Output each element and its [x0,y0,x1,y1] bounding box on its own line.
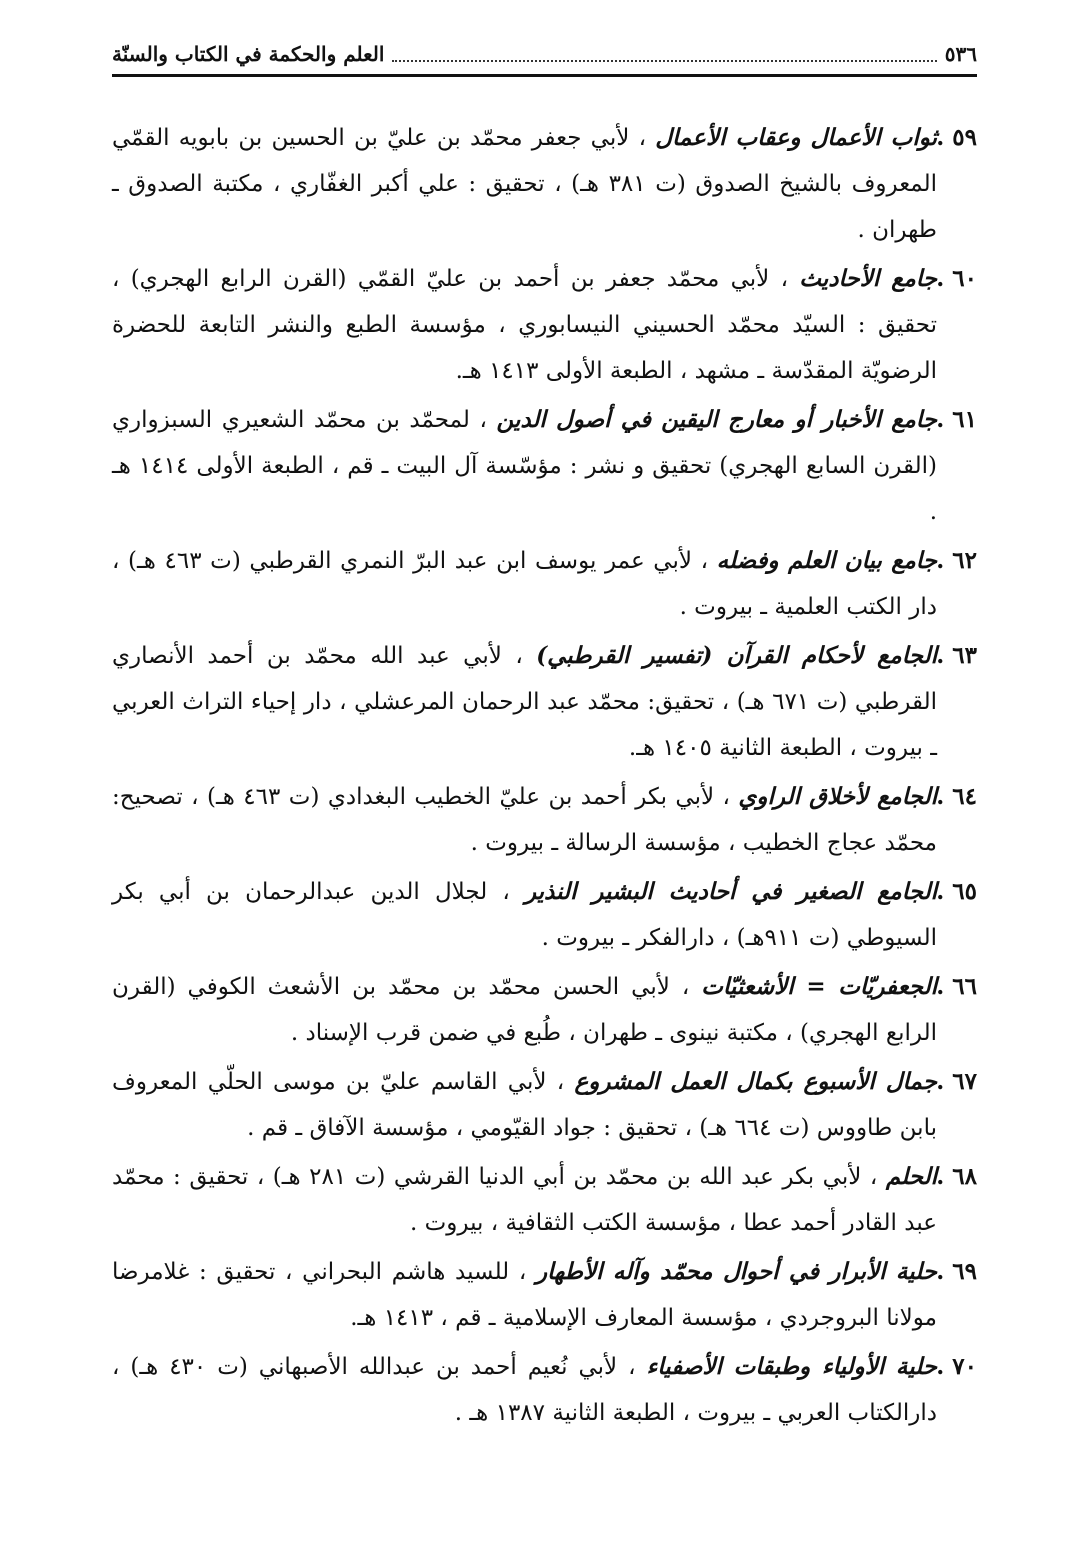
entry-description: ، لأبي بكر أحمد بن عليّ الخطيب البغدادي (ت ٤٦٣ هـ) ، تصحيح: محمّد عجاج الخطيب ، مؤسسة الرسالة ـ بيروت . [112,784,937,856]
entry-title: جامع الأحاديث [799,265,937,292]
entry-title: الجامع الصغير في أحاديث البشير النذير [524,878,937,905]
entry-title: ثواب الأعمال وعقاب الأعمال [655,124,938,151]
entry-description: ، لأبي الحسن محمّد بن محمّد بن الأشعث الكوفي (القرن الرابع الهجري) ، مكتبة نينوى ـ طهران ، طُبع في ضمن قرب الإسناد . [112,974,937,1046]
bibliography-entry-65 [112,869,977,961]
entry-title: حلية الأبرار في أحوال محمّد وآله الأطهار [535,1258,937,1285]
entry-number: ٦٥ . [936,878,977,905]
entry-description: ، لأبي عمر يوسف ابن عبد البرّ النمري القرطبي (ت ٤٦٣ هـ) ، دار الكتب العلمية ـ بيروت . [112,548,937,620]
bibliography-entry-70 [112,1344,977,1436]
bibliography-entry-68 [112,1154,977,1246]
entry-description: ، للسيد هاشم البحراني ، تحقيق : غلامرضا مولانا البروجردي ، مؤسسة المعارف الإسلامية ـ قم ، ١٤١٣ هـ. [112,1259,937,1331]
entry-number: ٦١ . [936,406,977,433]
bibliography-entry-64 [112,774,977,866]
entry-description: ، لأبي محمّد جعفر بن أحمد بن عليّ القمّي (القرن الرابع الهجري) ، تحقيق : السيّد محمّد الحسيني النيسابوري ، مؤسسة الطبع والنشر التابعة للحضرة الرضويّة المقدّسة ـ مشهد ، الطبعة الأولى ١٤١٣ هـ. [112,266,937,384]
entry-number: ٦٦ . [936,973,977,1000]
bibliography-list [112,115,977,1439]
book-title: العلم والحكمة في الكتاب والسنّة [112,42,385,66]
entry-title: الجامع لأخلاق الراوي [738,783,937,810]
bibliography-entry-61 [112,397,977,535]
bibliography-entry-60 [112,256,977,394]
bibliography-entry-66 [112,964,977,1056]
entry-description: ، لأبي القاسم عليّ بن موسى الحلّي المعروف بابن طاووس (ت ٦٦٤ هـ) ، تحقيق : جواد القيّومي ، مؤسسة الآفاق ـ قم . [112,1069,937,1141]
entry-title: حلية الأولياء وطبقات الأصفياء [646,1353,938,1380]
entry-description: ، لأبي نُعيم أحمد بن عبدالله الأصبهاني (ت ٤٣٠ هـ) ، دارالكتاب العربي ـ بيروت ، الطبعة الثانية ١٣٨٧ هـ . [112,1354,937,1426]
bibliography-entry-69 [112,1249,977,1341]
entry-title: الجامع لأحكام القرآن (تفسير القرطبي) [536,642,937,669]
entry-number: ٦٢ . [936,547,977,574]
header-dot-leader [392,46,936,62]
entry-description: ، لأبي عبد الله محمّد بن أحمد الأنصاري القرطبي (ت ٦٧١ هـ) ، تحقيق: محمّد عبد الرحمان المرعشلي ، دار إحياء التراث العربي ـ بيروت ، الطبعة الثانية ١٤٠٥ هـ. [112,643,938,761]
entry-title: جمال الأسبوع بكمال العمل المشروع [574,1068,937,1095]
entry-number: ٦٠ . [936,265,977,292]
entry-title: الجعفريّات = الأشعثيّات [701,973,937,1000]
bibliography-entry-62 [112,538,977,630]
running-header [112,34,977,74]
bibliography-entry-67 [112,1059,977,1151]
entry-number: ٦٩ . [936,1258,977,1285]
entry-number: ٧٠ . [936,1353,977,1380]
bibliography-entry-63 [112,633,977,771]
entry-number: ٦٣ . [936,642,977,669]
page-number: ٥٣٦ [944,42,977,66]
entry-number: ٥٩ . [936,124,977,151]
entry-number: ٦٧ . [936,1068,977,1095]
entry-description: ، لأبي بكر عبد الله بن محمّد بن أبي الدنيا القرشي (ت ٢٨١ هـ) ، تحقيق : محمّد عبد القادر أحمد عطا ، مؤسسة الكتب الثقافية ، بيروت . [112,1164,937,1236]
entry-title: جامع بيان العلم وفضله [716,547,938,574]
entry-title: جامع الأخبار أو معارج اليقين في أصول الدين [496,406,937,433]
entry-title: الحلم [885,1163,938,1190]
entry-description: ، لجلال الدين عبدالرحمان بن أبي بكر السيوطي (ت ٩١١هـ) ، دارالفكر ـ بيروت . [112,879,937,951]
entry-description: ، لمحمّد بن محمّد الشعيري السبزواري (القرن السابع الهجري) تحقيق و نشر : مؤسّسة آل البيت ـ قم ، الطبعة الأولى ١٤١٤ هـ . [112,407,937,525]
entry-number: ٦٨ . [936,1163,977,1190]
entry-number: ٦٤ . [936,783,977,810]
entry-description: ، لأبي جعفر محمّد بن عليّ بن الحسين بن بابويه القمّي المعروف بالشيخ الصدوق (ت ٣٨١ هـ) ، تحقيق : علي أكبر الغفّاري ، مكتبة الصدوق ـ طهران . [112,125,937,243]
header-rule [112,74,977,77]
bibliography-entry-59 [112,115,977,253]
